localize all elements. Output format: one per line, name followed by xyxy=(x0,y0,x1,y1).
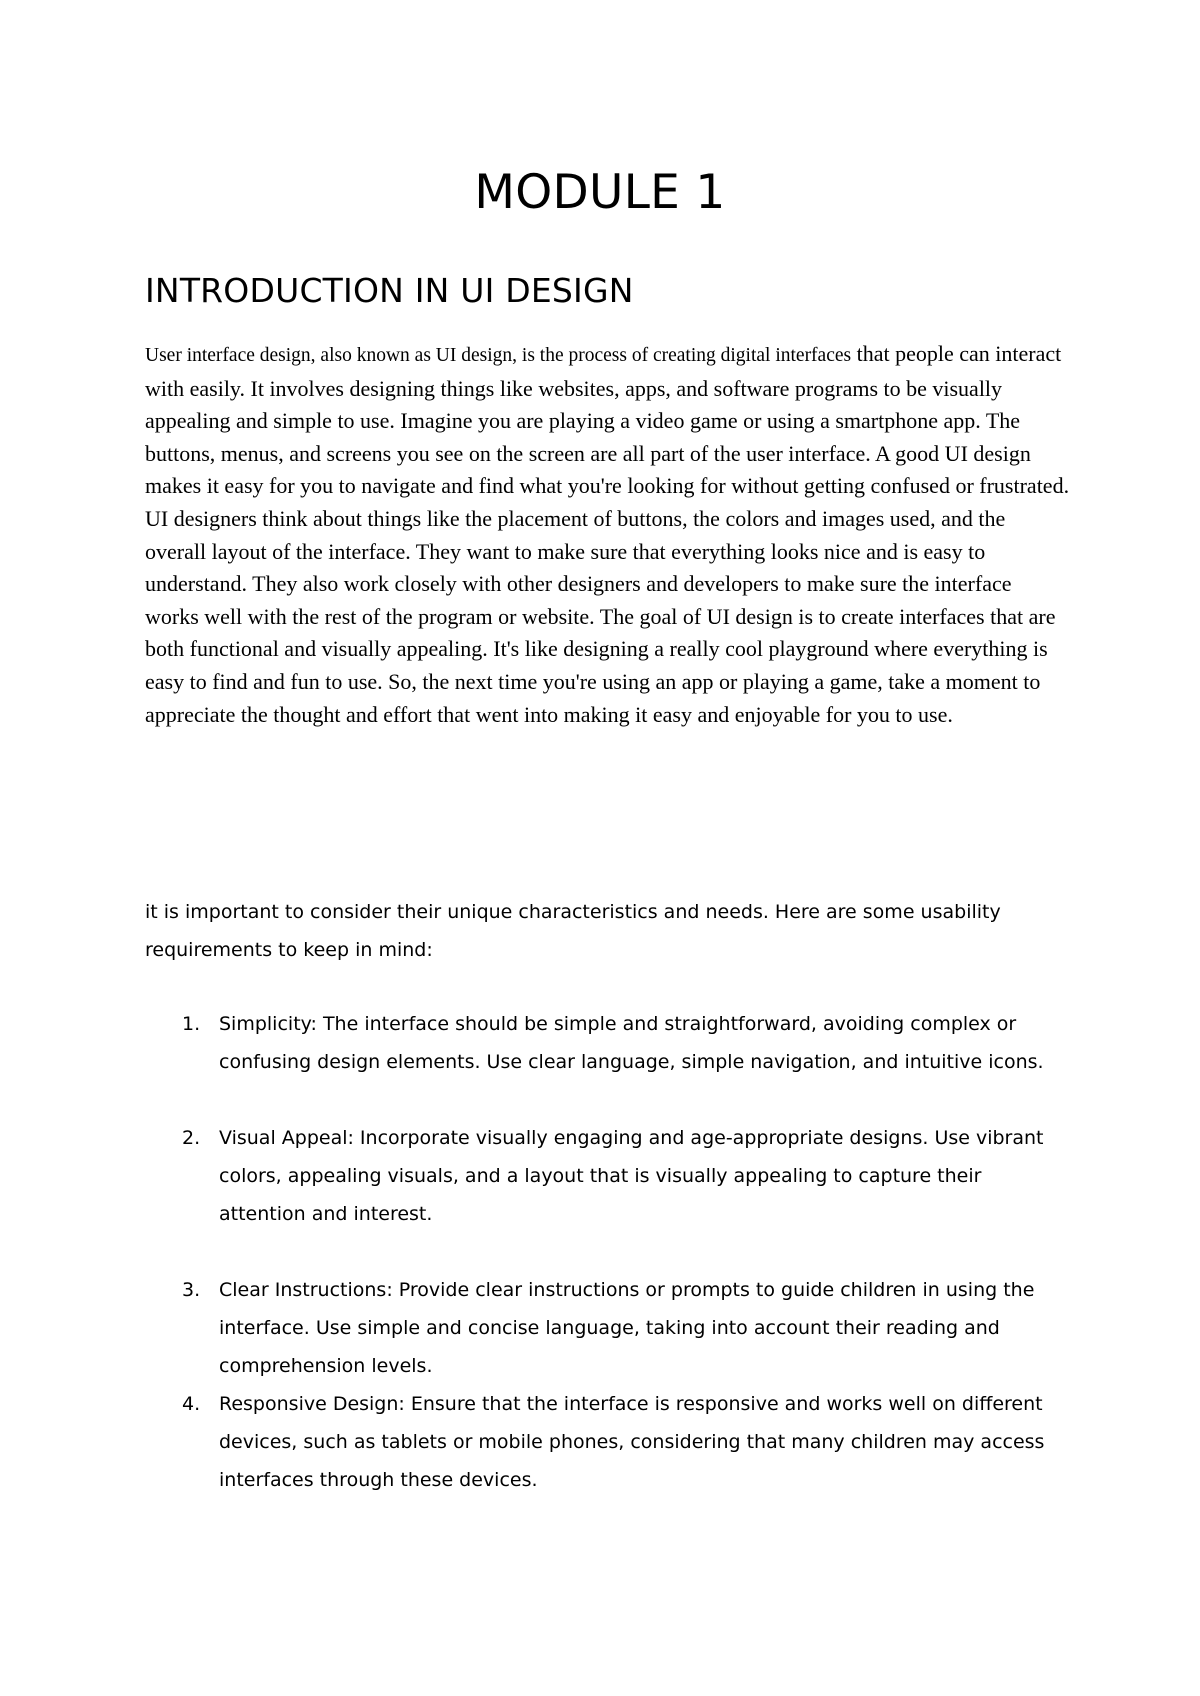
list-item-text: Responsive Design: Ensure that the interface is responsive and works well on different devices, such as tablets or mobile phones, considering that many children may access interfaces through these devices. xyxy=(219,1393,1045,1491)
list-item-number: 4. xyxy=(182,1393,201,1415)
list-item-number: 1. xyxy=(182,1013,201,1035)
list-item xyxy=(145,1385,1070,1499)
usability-lead-paragraph: it is important to consider their unique characteristics and needs. Here are some usability requirements to keep in mind: xyxy=(145,901,1001,961)
section-heading: INTRODUCTION IN UI DESIGN xyxy=(145,271,634,310)
list-item-text: Simplicity: The interface should be simple and straightforward, avoiding complex or confusing design elements. Use clear language, simple navigation, and intuitive icons. xyxy=(219,1013,1044,1073)
intro-first-line: User interface design, also known as UI design, is the process of creating digital interfaces xyxy=(145,345,852,366)
list-item xyxy=(145,1271,1070,1385)
list-item xyxy=(145,1005,1070,1081)
list-item-text: Clear Instructions: Provide clear instructions or prompts to guide children in using the interface. Use simple and concise language, taking into account their reading and comprehension levels. xyxy=(219,1279,1035,1377)
list-item-text: Visual Appeal: Incorporate visually engaging and age-appropriate designs. Use vibrant colors, appealing visuals, and a layout that is visually appealing to capture their attention and interest. xyxy=(219,1127,1044,1225)
usability-requirements-list xyxy=(145,1005,1070,1499)
list-item xyxy=(145,1119,1070,1233)
intro-paragraph xyxy=(145,338,1070,731)
module-title: MODULE 1 xyxy=(474,165,726,220)
list-item-number: 2. xyxy=(182,1127,201,1149)
intro-body: that people can interact with easily. It involves designing things like websites, apps, and software programs to be visually appealing and simple to use. Imagine you are playing a video game or using a smartphone app. The buttons, menus, and screens you see on the screen are all part of the user interface. A good UI design makes it easy for you to navigate and find what you're looking for without getting confused or frustrated. UI designers think about things like the placement of buttons, the colors and images used, and the overall layout of the interface. They want to make sure that everything looks nice and is easy to understand. They also work closely with other designers and developers to make sure the interface works well with the rest of the program or website. The goal of UI design is to create interfaces that are both functional and visually appealing. It's like designing a really cool playground where everything is easy to find and fun to use. So, the next time you're using an app or playing a game, take a moment to appreciate the thought and effort that went into making it easy and enjoyable for you to use. xyxy=(145,341,1070,727)
list-item-number: 3. xyxy=(182,1279,201,1301)
